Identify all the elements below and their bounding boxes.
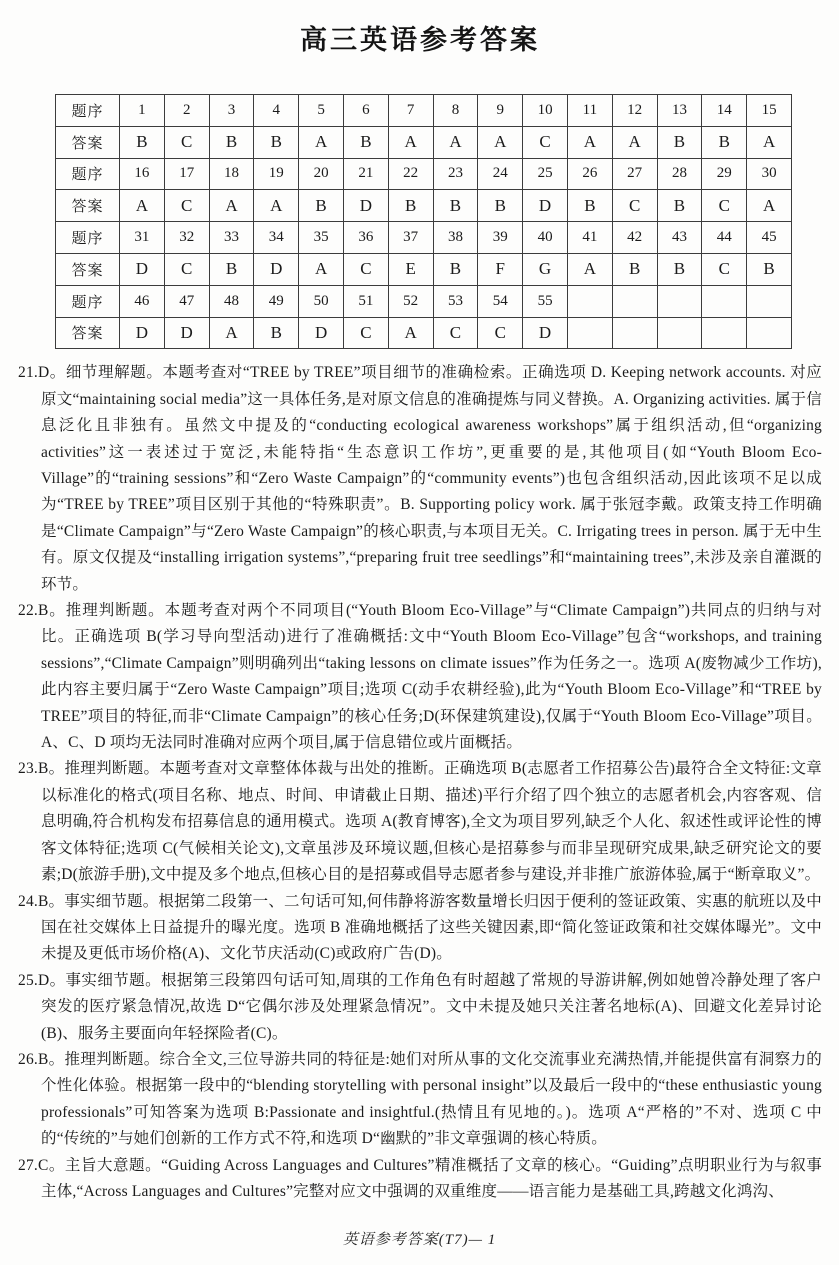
answer-cell: B [388,190,433,222]
explanation-item-27: 27.C。主旨大意题。“Guiding Across Languages and Cultures”精准概括了文章的核心。“Guiding”点明职业行为与叙事主体,“Across Languages and Cultures”完整对应文中强调的双重维度——语言能力是基础工具,跨越文化鸿沟、 [18,1156,822,1200]
answer-cell: C [478,317,523,349]
answer-cell: E [388,253,433,285]
question-number-cell: 10 [523,95,568,127]
row-label: 题序 [56,222,120,254]
question-number-cell: 47 [164,285,209,317]
question-number-cell [747,285,792,317]
question-number-row [56,95,792,127]
answer-cell: D [120,253,165,285]
answer-cell: A [747,126,792,158]
question-number-cell [657,285,702,317]
answer-cell: A [209,190,254,222]
answer-cell: B [657,190,702,222]
answer-row [56,190,792,222]
question-number-cell: 45 [747,222,792,254]
question-number-cell: 28 [657,158,702,190]
answer-cell: C [164,253,209,285]
question-number-cell: 31 [120,222,165,254]
answer-cell: B [343,126,388,158]
question-number-cell: 27 [612,158,657,190]
answer-cell: A [747,190,792,222]
answer-cell: A [388,317,433,349]
question-number-cell: 53 [433,285,478,317]
answer-row [56,317,792,349]
answer-cell: C [343,317,388,349]
answer-cell: B [209,126,254,158]
question-number-cell: 39 [478,222,523,254]
answer-table-body [56,95,792,349]
answer-cell: B [657,126,702,158]
explanation-item-26: 26.B。推理判断题。综合全文,三位导游共同的特征是:她们对所从事的文化交流事业充满热情,并能提供富有洞察力的个性化体验。根据第一段中的“blending storytelling with personal insight”以及最后一段中的“these enthusiastic young professionals”可知答案为选项 B:Passionate and insightful.(热情且有见地的。)。选项 A“严格的”不对、选项 C 中的“传统的”与她们创新的工作方式不符,和选项 D“幽默的”非文章强调的核心特质。 [18,1050,822,1148]
question-number-cell: 30 [747,158,792,190]
question-number-cell: 15 [747,95,792,127]
answer-cell: A [567,126,612,158]
question-number-row [56,222,792,254]
answer-row [56,253,792,285]
question-number-cell: 22 [388,158,433,190]
question-number-cell: 54 [478,285,523,317]
answer-cell: B [657,253,702,285]
question-number-cell: 55 [523,285,568,317]
question-number-cell: 26 [567,158,612,190]
question-number-cell: 4 [254,95,299,127]
question-number-cell: 33 [209,222,254,254]
answer-cell: D [343,190,388,222]
answer-cell: B [567,190,612,222]
question-number-cell: 2 [164,95,209,127]
question-number-cell: 25 [523,158,568,190]
answer-cell [567,317,612,349]
answer-cell: C [164,190,209,222]
question-number-cell: 35 [299,222,344,254]
answer-row [56,126,792,158]
question-number-cell: 40 [523,222,568,254]
answer-cell: B [612,253,657,285]
question-number-cell [702,285,747,317]
question-number-cell: 3 [209,95,254,127]
question-number-cell: 12 [612,95,657,127]
answer-cell: C [612,190,657,222]
answer-cell: C [523,126,568,158]
question-number-cell: 29 [702,158,747,190]
answer-cell: C [164,126,209,158]
question-number-cell: 36 [343,222,388,254]
answer-cell: D [120,317,165,349]
answer-cell: B [209,253,254,285]
question-number-cell: 50 [299,285,344,317]
question-number-cell: 21 [343,158,388,190]
question-number-cell: 42 [612,222,657,254]
answer-cell [747,317,792,349]
row-label: 答案 [56,253,120,285]
answer-cell: A [388,126,433,158]
question-number-cell: 44 [702,222,747,254]
answer-cell: A [120,190,165,222]
answer-cell: B [254,317,299,349]
question-number-cell: 6 [343,95,388,127]
question-number-cell: 16 [120,158,165,190]
answer-cell: C [433,317,478,349]
question-number-cell [612,285,657,317]
question-number-cell: 38 [433,222,478,254]
question-number-cell: 23 [433,158,478,190]
answer-cell [612,317,657,349]
answer-cell: A [567,253,612,285]
row-label: 题序 [56,285,120,317]
answer-cell: B [702,126,747,158]
question-number-cell: 32 [164,222,209,254]
answer-cell [657,317,702,349]
question-number-cell: 37 [388,222,433,254]
answer-cell: A [299,253,344,285]
page-footer: 英语参考答案(T7)— 1 [342,1232,497,1248]
answer-cell: A [209,317,254,349]
answer-cell: G [523,253,568,285]
question-number-cell: 19 [254,158,299,190]
page-title: 高三英语参考答案 [300,25,540,55]
answer-cell: B [299,190,344,222]
question-number-cell: 17 [164,158,209,190]
question-number-cell: 20 [299,158,344,190]
question-number-cell: 34 [254,222,299,254]
question-number-cell: 1 [120,95,165,127]
answer-cell: A [478,126,523,158]
question-number-cell: 11 [567,95,612,127]
answer-cell: C [343,253,388,285]
answer-cell: D [523,190,568,222]
answer-cell: D [299,317,344,349]
answer-cell: B [433,190,478,222]
question-number-cell: 9 [478,95,523,127]
explanation-item-22: 22.B。推理判断题。本题考查对两个不同项目(“Youth Bloom Eco-Village”与“Climate Campaign”)共同点的归纳与对比。正确选项 B(学习导向型活动)进行了准确概括:文中“Youth Bloom Eco-Village”包含“workshops, and training sessions”,“Climate Campaign”则明确列出“taking lessons on climate issues”作为任务之一。选项 A(废物减少工作坊),此内容主要归属于“Zero Waste Campaign”项目;选项 C(动手农耕经验),此为“Youth Bloom Eco-Village”和“TREE by TREE”项目的特征,而非“Climate Campaign”的核心任务;D(环保建筑建设),仅属于“Youth Bloom Eco-Village”项目。A、C、D 项均无法同时准确对应两个项目,属于信息错位或片面概括。 [18,602,822,752]
row-label: 题序 [56,158,120,190]
explanations [18,360,822,1205]
answer-cell: A [612,126,657,158]
question-number-cell [567,285,612,317]
row-label: 题序 [56,95,120,127]
question-number-cell: 8 [433,95,478,127]
explanation-item-24: 24.B。事实细节题。根据第二段第一、二句话可知,何伟静将游客数量增长归因于便利的签证政策、实惠的航班以及中国在社交媒体上日益提升的曝光度。选项 B 准确地概括了这些关键因素,即“简化签证政策和社交媒体曝光”。文中未提及更低市场价格(A)、文化节庆活动(C)或政府广告(D)。 [18,892,822,963]
explanation-item-21: 21.D。细节理解题。本题考查对“TREE by TREE”项目细节的准确检索。正确选项 D. Keeping network accounts. 对应原文“maintaining social media”这一具体任务,是对原文信息的准确提炼与同义替换。A. Organizing activities. 属于信息泛化且非独有。虽然文中提及的“conducting ecological awareness workshops”属于组织活动,但“organizing activities”这一表述过于宽泛,未能特指“生态意识工作坊”,更重要的是,其他项目(如“Youth Bloom Eco-Village”的“training sessions”和“Zero Waste Campaign”的“community events”)也包含组织活动,因此该项不足以成为“TREE by TREE”项目区别于其他的“特殊职责”。B. Supporting policy work. 属于张冠李戴。政策支持工作明确是“Climate Campaign”与“Zero Waste Campaign”的核心职责,与本项目无关。C. Irrigating trees in person. 属于无中生有。原文仅提及“installing irrigation systems”,“preparing fruit tree seedlings”和“maintaining trees”,未涉及亲自灌溉的环节。 [18,364,822,593]
answer-cell: C [702,190,747,222]
answer-cell: B [747,253,792,285]
question-number-cell: 7 [388,95,433,127]
answer-cell: D [523,317,568,349]
row-label: 答案 [56,317,120,349]
question-number-cell: 14 [702,95,747,127]
answer-cell: B [120,126,165,158]
answer-cell: C [702,253,747,285]
row-label: 答案 [56,190,120,222]
answer-cell: A [433,126,478,158]
answer-cell: D [254,253,299,285]
question-number-cell: 51 [343,285,388,317]
question-number-cell: 52 [388,285,433,317]
question-number-cell: 46 [120,285,165,317]
question-number-cell: 41 [567,222,612,254]
row-label: 答案 [56,126,120,158]
answer-cell: F [478,253,523,285]
answer-cell: A [254,190,299,222]
answer-cell [702,317,747,349]
answer-cell: B [478,190,523,222]
question-number-cell: 48 [209,285,254,317]
question-number-cell: 24 [478,158,523,190]
answer-cell: B [433,253,478,285]
answer-table [55,94,792,349]
question-number-cell: 18 [209,158,254,190]
question-number-cell: 5 [299,95,344,127]
answer-cell: A [299,126,344,158]
answer-cell: D [164,317,209,349]
question-number-cell: 43 [657,222,702,254]
question-number-row [56,158,792,190]
explanation-item-23: 23.B。推理判断题。本题考查对文章整体体裁与出处的推断。正确选项 B(志愿者工作招募公告)最符合全文特征:文章以标准化的格式(项目名称、地点、时间、申请截止日期、描述)平行介绍了四个独立的志愿者机会,内容客观、信息明确,符合机构发布招募信息的通用模式。选项 A(教育博客),全文为项目罗列,缺乏个人化、叙述性或评论性的博客文体特征;选项 C(气候相关论文),文章虽涉及环境议题,但核心是招募参与而非呈现研究成果,缺乏研究论文的要素;D(旅游手册),文中提及多个地点,但核心目的是招募或倡导志愿者参与建设,并非推广旅游体验,属于“断章取义”。 [18,760,822,884]
explanation-item-25: 25.D。事实细节题。根据第三段第四句话可知,周琪的工作角色有时超越了常规的导游讲解,例如她曾冷静处理了客户突发的医疗紧急情况,故选 D“它偶尔涉及处理紧急情况”。文中未提及她只关注著名地标(A)、回避文化差异讨论(B)、服务主要面向年轻探险者(C)。 [18,971,822,1042]
question-number-cell: 13 [657,95,702,127]
question-number-cell: 49 [254,285,299,317]
answer-cell: B [254,126,299,158]
question-number-row [56,285,792,317]
